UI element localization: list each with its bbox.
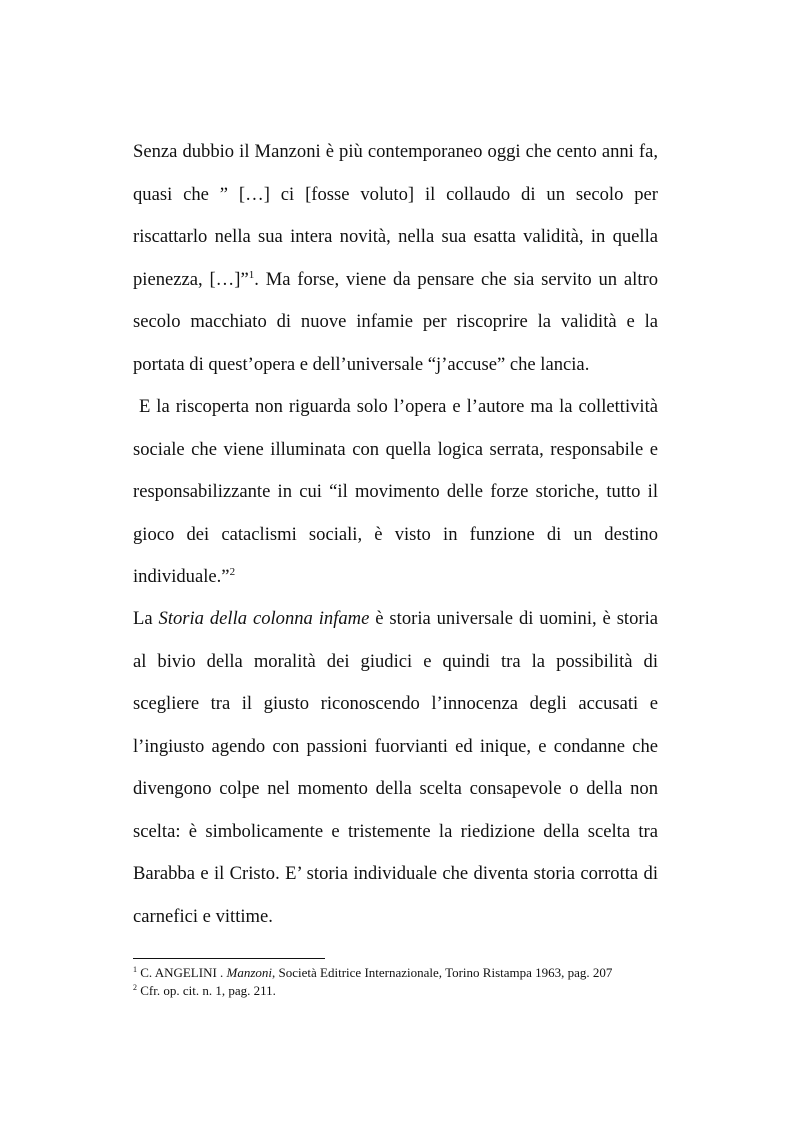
body-line: sociale che viene illuminata con quella logica serrata, responsabile e xyxy=(133,439,658,460)
footnote-separator xyxy=(133,958,325,959)
work-title: Storia della colonna infame xyxy=(158,608,370,629)
body-line xyxy=(133,608,658,630)
body-line: carnefici e vittime. xyxy=(133,906,273,927)
footnote xyxy=(133,983,276,998)
body-line: portata di quest’opera e dell’universale “j’accuse” che lancia. xyxy=(133,354,590,375)
footnote-number: 2 xyxy=(133,983,137,992)
footnote-text: Cfr. op. cit. n. 1, pag. 211. xyxy=(140,983,276,998)
body-text: è storia universale di uomini, è storia xyxy=(369,608,659,629)
body-line: Barabba e il Cristo. E’ storia individuale che diventa storia corrotta di xyxy=(133,863,658,884)
footnote-text: , Società Editrice Internazionale, Torino Ristampa 1963, pag. 207 xyxy=(272,965,613,980)
body-line: E la riscoperta non riguarda solo l’opera e l’autore ma la collettività xyxy=(133,396,658,417)
body-text: pienezza, […]” xyxy=(133,269,249,290)
body-line xyxy=(133,269,658,291)
footnote-ref[interactable]: 1 xyxy=(248,269,255,281)
body-line: scelta: è simbolicamente e tristemente la riedizione della scelta tra xyxy=(133,821,658,842)
footnote-title: Manzoni xyxy=(226,965,273,980)
body-line: al bivio della moralità dei giudici e quindi tra la possibilità di xyxy=(133,651,658,672)
body-line: riscattarlo nella sua intera novità, nella sua esatta validità, in quella xyxy=(133,226,658,247)
footnote-ref[interactable]: 2 xyxy=(229,566,236,578)
body-line: Senza dubbio il Manzoni è più contemporaneo oggi che cento anni fa, xyxy=(133,141,658,162)
body-text: La xyxy=(133,608,159,629)
footnote xyxy=(133,965,612,980)
body-line: quasi che ” […] ci [fosse voluto] il collaudo di un secolo per xyxy=(133,184,658,205)
body-text: individuale.” xyxy=(133,566,230,587)
body-line: divengono colpe nel momento della scelta consapevole o della non xyxy=(133,778,658,799)
footnote-author: C. ANGELINI . xyxy=(140,965,227,980)
body-line: scegliere tra il giusto riconoscendo l’innocenza degli accusati e xyxy=(133,693,658,714)
body-line: secolo macchiato di nuove infamie per riscoprire la validità e la xyxy=(133,311,658,332)
footnote-number: 1 xyxy=(133,965,137,974)
body-line: gioco dei cataclismi sociali, è visto in funzione di un destino xyxy=(133,524,658,545)
body-line xyxy=(133,566,658,588)
body-line: responsabilizzante in cui “il movimento delle forze storiche, tutto il xyxy=(133,481,658,502)
body-line: l’ingiusto agendo con passioni fuorvianti ed inique, e condanne che xyxy=(133,736,658,757)
body-text: . Ma forse, viene da pensare che sia servito un altro xyxy=(254,269,659,290)
